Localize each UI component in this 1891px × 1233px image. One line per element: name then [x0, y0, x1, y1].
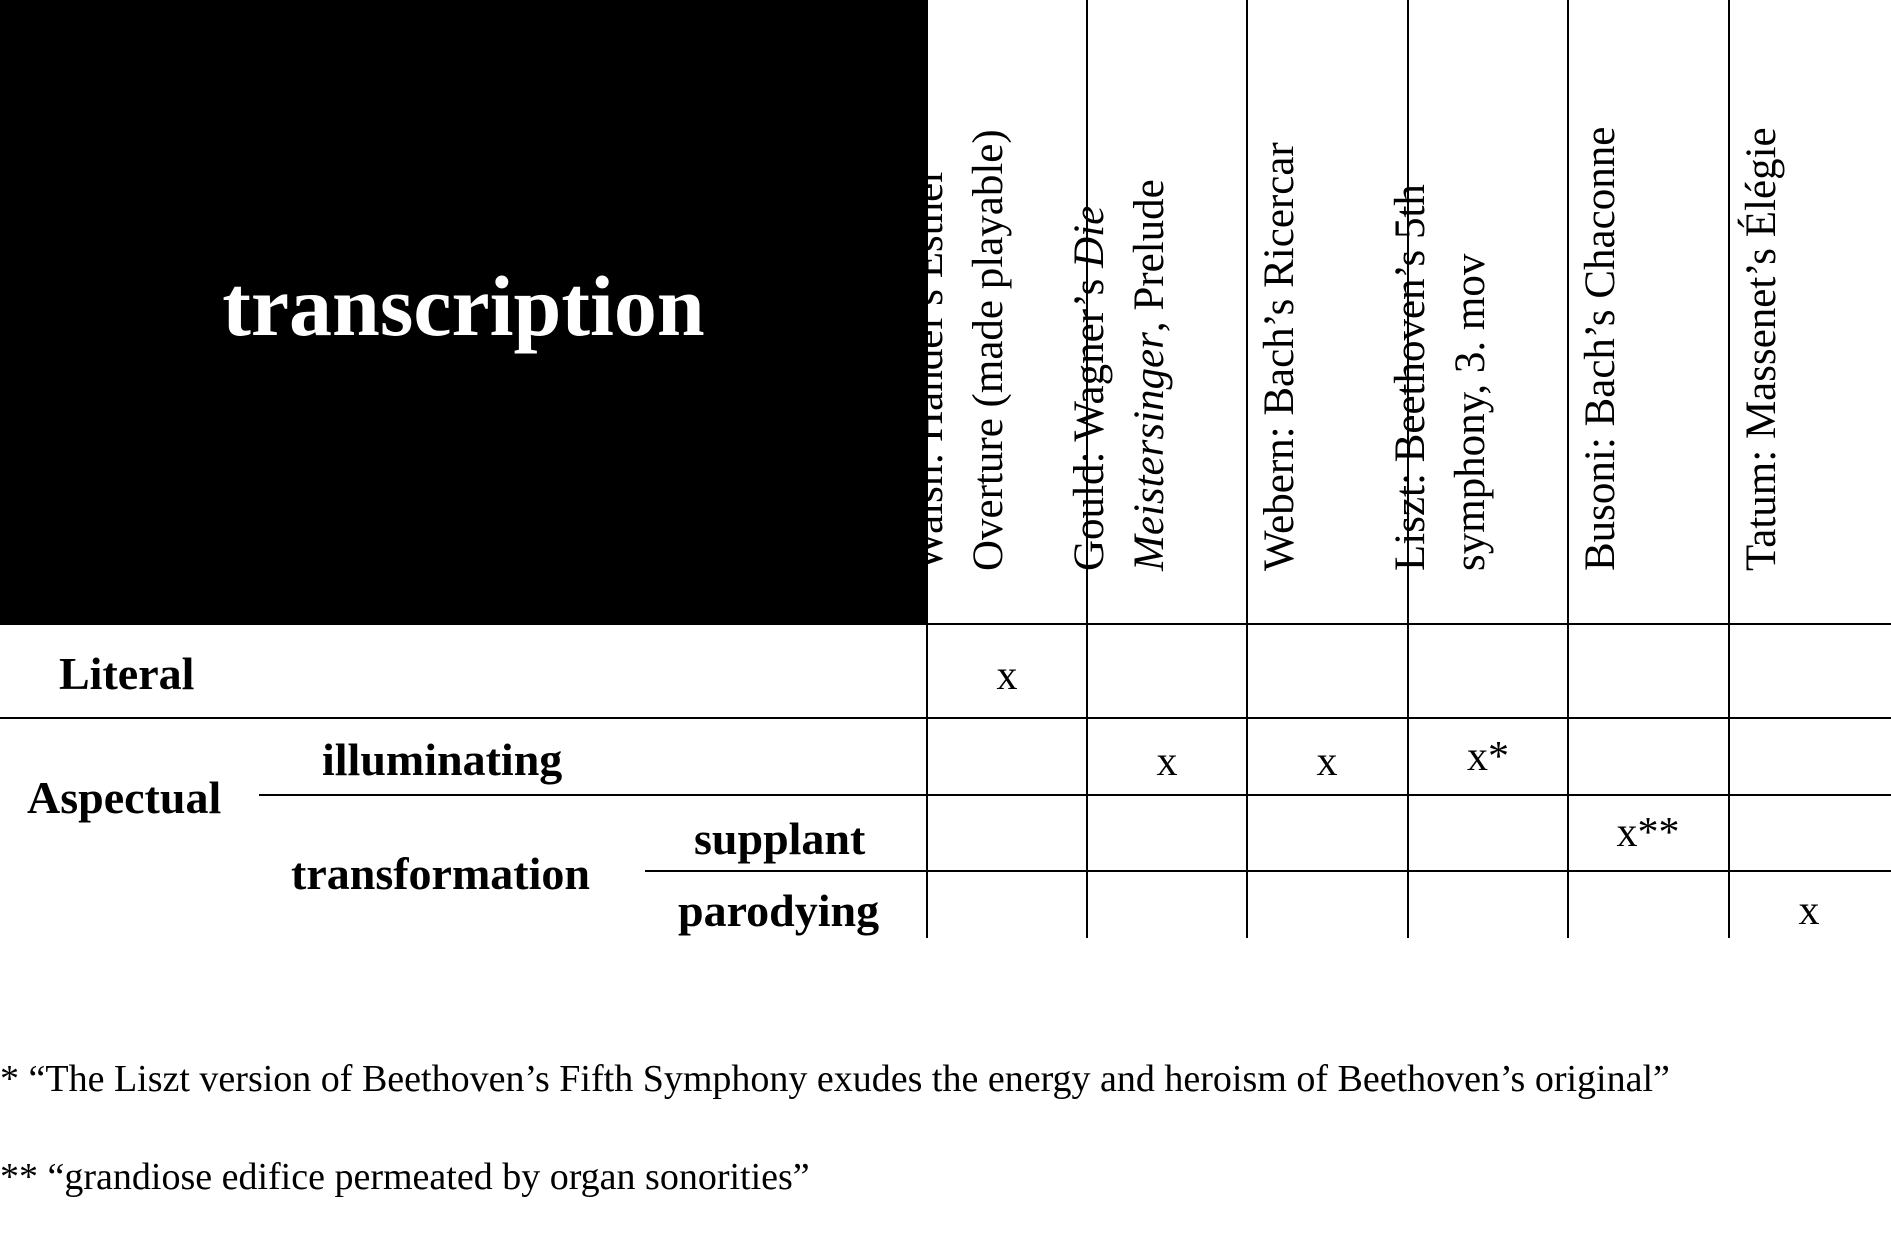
column-header-walsh: Walsh: Handel’s Esther Overture (made playable): [905, 129, 1012, 571]
row-label-aspectual: Aspectual: [27, 772, 222, 823]
column-header-gould: Gould: Wagner’s Die Meistersinger, Prelude: [1066, 179, 1173, 571]
row-label-transformation: transformation: [291, 848, 590, 899]
footnote-busoni: ** “grandiose edifice permeated by organ sonorities”: [0, 1156, 810, 1198]
column-header-tatum: Tatum: Massenet’s Élégie: [1738, 127, 1785, 571]
cell-mark-illuminating-gould: x: [1156, 739, 1178, 785]
row-label-illuminating: illuminating: [322, 734, 563, 785]
row-label-parodying: parodying: [678, 885, 880, 936]
column-header-webern: Webern: Bach’s Ricercar: [1256, 142, 1303, 571]
cell-mark-illuminating-liszt: x*: [1467, 734, 1509, 780]
cell-mark-parodying-tatum: x: [1798, 888, 1820, 934]
cell-mark-literal-walsh: x: [996, 653, 1018, 699]
cell-mark-illuminating-webern: x: [1316, 739, 1338, 785]
cell-mark-supplant-busoni: x**: [1616, 810, 1680, 856]
column-header-liszt: Liszt: Beethoven’s 5th symphony, 3. mov: [1387, 184, 1494, 571]
row-label-literal: Literal: [59, 648, 195, 699]
column-header-busoni: Busoni: Bach’s Chaconne: [1577, 126, 1624, 571]
footnote-liszt: * “The Liszt version of Beethoven’s Fifth Symphony exudes the energy and heroism of Beethoven’s original”: [0, 1058, 1670, 1100]
row-label-supplant: supplant: [694, 813, 866, 864]
table-title: transcription: [222, 257, 705, 354]
